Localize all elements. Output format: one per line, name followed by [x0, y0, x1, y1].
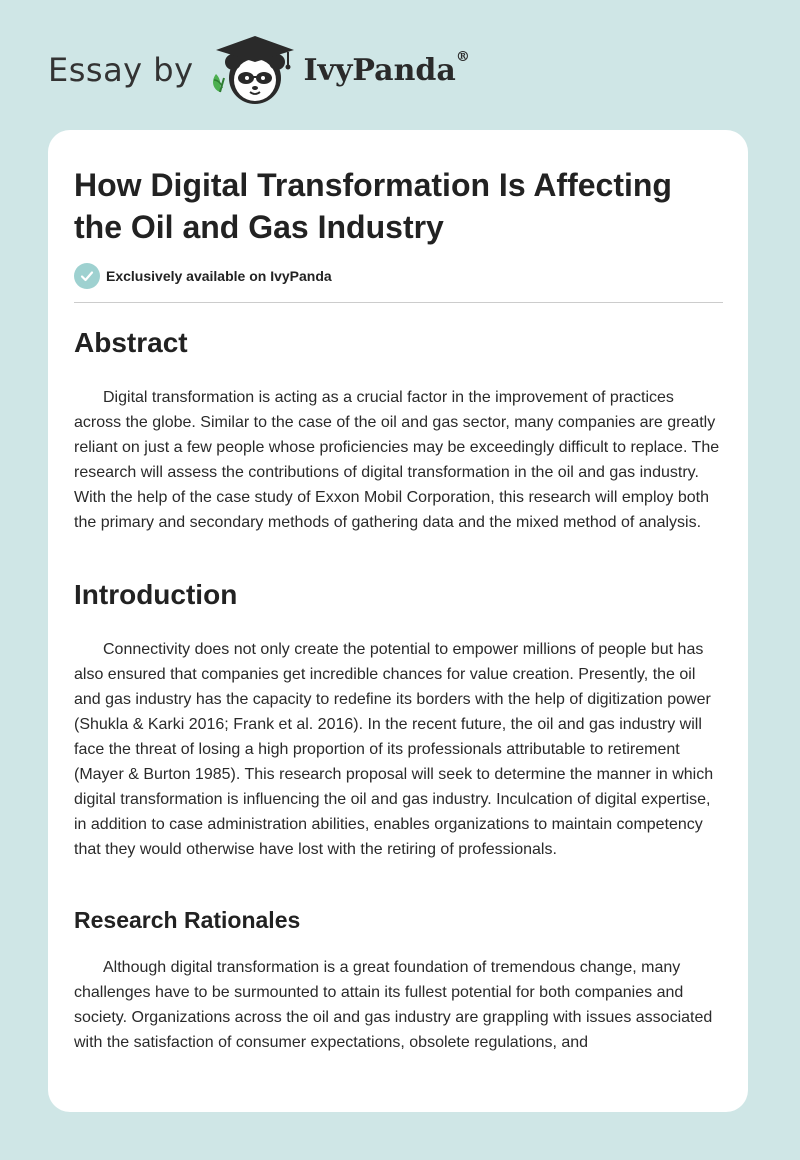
exclusive-badge	[74, 263, 332, 289]
site-header	[48, 30, 470, 110]
brand-name[interactable]: IvyPanda®	[303, 48, 470, 88]
section-text-abstract: Digital transformation is acting as a crucial factor in the improvement of practices across the globe. Similar to the case of the oil and gas sector, many companies are greatly reliant on just a few people whose proficiencies may be exceedingly difficult to replace. The research will assess the contributions of digital transformation in the oil and gas industry. With the help of the case study of Exxon Mobil Corporation, this research will employ both the primary and secondary methods of gathering data and the mixed method of analysis.	[74, 389, 720, 531]
section-heading-rationale: Research Rationales	[74, 907, 301, 933]
check-icon	[74, 263, 100, 289]
title-divider	[74, 302, 723, 303]
section-heading-introduction: Introduction	[74, 579, 238, 610]
article-card	[48, 130, 748, 1112]
registered-mark: ®	[455, 48, 470, 65]
panda-logo-icon[interactable]	[208, 30, 300, 110]
section-text-introduction: Connectivity does not only create the potential to empower millions of people but has also ensured that companies get incredible chances for value creation. Presently, the oil and gas industry has the capacity to redefine its borders with the help of digitization power (Shukla & Karki 2016; Frank et al. 2016). In the recent future, the oil and gas industry will face the threat of losing a high proportion of its professionals attributable to retirement (Mayer & Burton 1985). This research proposal will seek to determine the manner in which digital transformation is influencing the oil and gas industry. Inculcation of digital expertise, in addition to case administration abilities, enables organizations to maintain competency that they would otherwise have lost with the retiring of professionals.	[74, 641, 714, 858]
exclusive-label: Exclusively available on IvyPanda	[106, 268, 332, 284]
section-text-rationale: Although digital transformation is a great foundation of tremendous change, many challenges have to be surmounted to attain its fullest potential for both companies and society. Organizations across the oil and gas industry are grappling with issues associated with the satisfaction of consumer expectations, obsolete regulations, and	[74, 959, 713, 1051]
page-title: How Digital Transformation Is Affecting the Oil and Gas Industry	[74, 167, 672, 245]
essay-by-label: Essay by	[48, 51, 194, 89]
section-heading-abstract: Abstract	[74, 327, 188, 358]
